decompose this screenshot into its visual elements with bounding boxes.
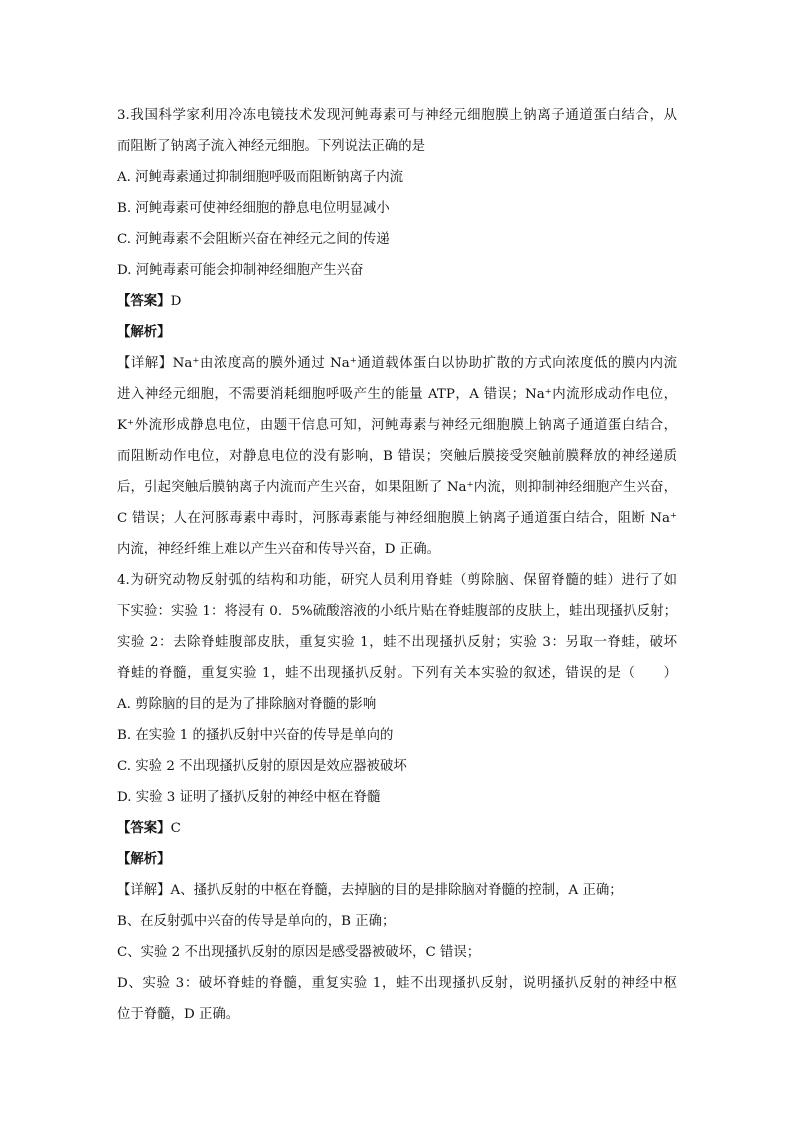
q4-detail-line-1: 【详解】A、搔扒反射的中枢在脊髓，去掉脑的目的是排除脑对脊髓的控制，A 正确； xyxy=(117,883,623,898)
q3-detail-line-4: 而阻断动作电位，对静息电位的没有影响，B 错误；突触后膜接受突触前膜释放的神经递质 xyxy=(117,449,677,464)
q4-detail-line-3: C、实验 2 不出现搔扒反射的原因是感受器被破坏，C 错误； xyxy=(117,945,481,960)
q3-detail-line-1: 【详解】Na⁺由浓度高的膜外通过 Na⁺通道载体蛋白以协助扩散的方式向浓度低的膜内内流 xyxy=(117,356,677,371)
q4-stem-line-3: 实验 2：去除脊蛙腹部皮肤，重复实验 1，蛙不出现搔扒反射；实验 3：另取一脊蛙，破坏 xyxy=(117,635,677,650)
q3-detail-line-5: 后，引起突触后膜钠离子内流而产生兴奋，如果阻断了 Na⁺内流，则抑制神经细胞产生兴奋， xyxy=(117,480,677,495)
q4-answer xyxy=(117,813,677,844)
q4-option-a: A. 剪除脑的目的是为了排除脑对脊髓的影响 xyxy=(117,697,377,712)
q4-option-c: C. 实验 2 不出现搔扒反射的原因是效应器被破坏 xyxy=(117,759,407,774)
q3-option-a: A. 河鲀毒素通过抑制细胞呼吸而阻断钠离子内流 xyxy=(117,170,403,185)
q4-detail-line-2: B、在反射弧中兴奋的传导是单向的，B 正确； xyxy=(117,914,396,929)
q3-answer xyxy=(117,286,677,317)
q3-answer-value: D xyxy=(170,294,182,309)
q3-option-d: D. 河鲀毒素可能会抑制神经细胞产生兴奋 xyxy=(117,263,364,278)
q3-stem-line-1: 3.我国科学家利用冷冻电镜技术发现河鲀毒素可与神经元细胞膜上钠离子通道蛋白结合，从 xyxy=(117,108,677,123)
q3-analysis-label: 【解析】 xyxy=(117,324,171,340)
q3-stem-line-2: 而阻断了钠离子流入神经元细胞。下列说法正确的是 xyxy=(117,139,425,154)
document-content xyxy=(117,100,677,1030)
q4-analysis-label: 【解析】 xyxy=(117,851,171,867)
q4-detail-line-5: 位于脊髓，D 正确。 xyxy=(117,1007,240,1022)
q4-detail-line-4: D、实验 3：破坏脊蛙的脊髓，重复实验 1，蛙不出现搔扒反射，说明搔扒反射的神经中枢 xyxy=(117,976,677,991)
q3-detail-line-7: 内流，神经纤维上难以产生兴奋和传导兴奋，D 正确。 xyxy=(117,542,440,557)
q4-option-b: B. 在实验 1 的搔扒反射中兴奋的传导是单向的 xyxy=(117,728,394,743)
q3-detail-line-6: C 错误；人在河豚毒素中毒时，河豚毒素能与神经细胞膜上钠离子通道蛋白结合，阻断 Na⁺ xyxy=(117,511,677,526)
q3-detail-line-3: K⁺外流形成静息电位，由题干信息可知，河鲀毒素与神经元细胞膜上钠离子通道蛋白结合， xyxy=(117,418,677,433)
q4-answer-label: 【答案】 xyxy=(117,820,171,836)
q3-option-b: B. 河鲀毒素可使神经细胞的静息电位明显减小 xyxy=(117,201,390,216)
q3-detail-line-2: 进入神经元细胞，不需要消耗细胞呼吸产生的能量 ATP，A 错误；Na⁺内流形成动作电位， xyxy=(117,387,677,402)
q4-answer-value: C xyxy=(170,821,181,836)
q4-stem-line-1: 4.为研究动物反射弧的结构和功能，研究人员利用脊蛙（剪除脑、保留脊髓的蛙）进行了如 xyxy=(117,573,677,588)
q4-stem-line-2: 下实验：实验 1：将浸有 0．5%硫酸溶液的小纸片贴在脊蛙腹部的皮肤上，蛙出现搔扒反射； xyxy=(117,604,677,619)
q4-stem-line-4: 脊蛙的脊髓，重复实验 1，蛙不出现搔扒反射。下列有关本实验的叙述，错误的是（ ） xyxy=(117,666,677,681)
q4-option-d: D. 实验 3 证明了搔扒反射的神经中枢在脊髓 xyxy=(117,790,381,805)
q3-option-c: C. 河鲀毒素不会阻断兴奋在神经元之间的传递 xyxy=(117,232,390,247)
q3-answer-label: 【答案】 xyxy=(117,293,171,309)
